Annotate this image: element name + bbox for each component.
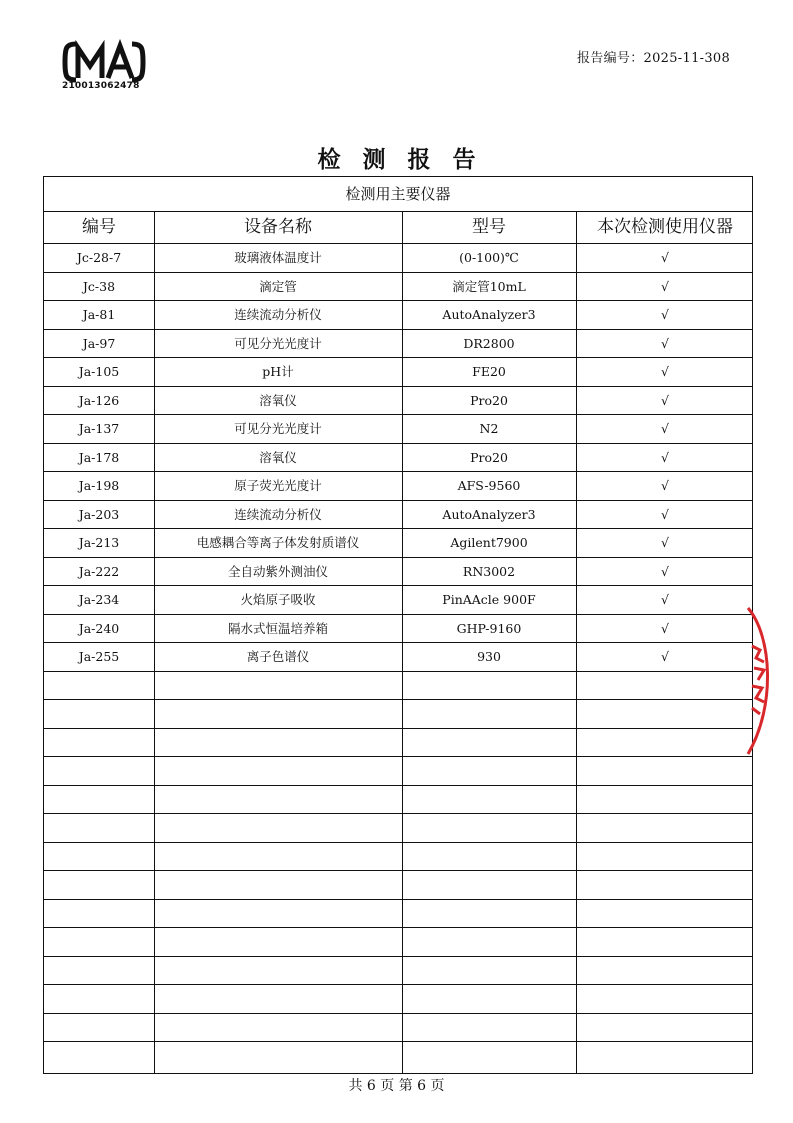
cell-device-name: 离子色谱仪 bbox=[246, 649, 310, 664]
table-row bbox=[44, 984, 752, 1013]
cell-used-check bbox=[576, 843, 754, 871]
cell-id: Ja-222 bbox=[78, 563, 120, 579]
cell-device-name: 滴定管 bbox=[259, 278, 297, 294]
page-title: 检测报告 bbox=[317, 146, 498, 173]
cell-id: Ja-234 bbox=[78, 592, 120, 607]
cell-device-name: 溶氧仪 bbox=[259, 392, 297, 408]
cell-device-name: 全自动紫外测油仪 bbox=[227, 563, 328, 579]
cell-device-name: 连续流动分析仪 bbox=[234, 307, 322, 322]
cell-id bbox=[44, 757, 154, 785]
cell-device-name bbox=[154, 814, 402, 842]
cell-id bbox=[44, 700, 154, 728]
cell-device-name bbox=[154, 985, 402, 1013]
cell-model bbox=[402, 757, 576, 785]
cell-model bbox=[402, 957, 576, 985]
cell-device-name bbox=[154, 843, 402, 871]
table-row bbox=[44, 614, 752, 643]
cell-used-check bbox=[576, 1014, 754, 1042]
cell-device-name: 火焰原子吸收 bbox=[240, 592, 316, 607]
cell-model bbox=[402, 843, 576, 871]
cell-used-check: √ bbox=[661, 250, 669, 265]
cell-used-check: √ bbox=[661, 478, 669, 493]
cell-model bbox=[402, 814, 576, 842]
column-divider bbox=[576, 212, 577, 1073]
cell-id: Ja-255 bbox=[78, 649, 120, 664]
column-header-model: 型号 bbox=[472, 217, 506, 237]
cell-model: AutoAnalyzer3 bbox=[442, 506, 536, 522]
table-row bbox=[44, 329, 752, 358]
cell-device-name bbox=[154, 672, 402, 700]
cell-model: 930 bbox=[477, 649, 501, 664]
cell-device-name bbox=[154, 871, 402, 899]
cell-used-check: √ bbox=[661, 449, 669, 465]
cell-id bbox=[44, 1014, 154, 1042]
table-row bbox=[44, 927, 752, 956]
cell-id bbox=[44, 957, 154, 985]
cell-model bbox=[402, 700, 576, 728]
cell-device-name: 原子荧光光度计 bbox=[234, 478, 322, 493]
cell-model: 滴定管10mL bbox=[452, 278, 526, 294]
table-row bbox=[44, 728, 752, 757]
cell-device-name: 玻璃液体温度计 bbox=[234, 250, 322, 265]
table-row bbox=[44, 1041, 752, 1070]
cell-device-name bbox=[154, 700, 402, 728]
cell-used-check: √ bbox=[661, 392, 669, 408]
cell-used-check bbox=[576, 871, 754, 899]
cell-used-check bbox=[576, 700, 754, 728]
cell-used-check: √ bbox=[661, 535, 669, 550]
cell-used-check: √ bbox=[661, 649, 669, 664]
cell-device-name: 可见分光光度计 bbox=[234, 335, 322, 351]
cell-device-name: pH计 bbox=[262, 364, 294, 379]
cell-id bbox=[44, 672, 154, 700]
cell-id: Ja-240 bbox=[78, 620, 120, 636]
cell-device-name bbox=[154, 928, 402, 956]
column-header-device-name: 设备名称 bbox=[244, 217, 312, 237]
column-divider bbox=[402, 212, 403, 1073]
cell-id bbox=[44, 814, 154, 842]
table-row bbox=[44, 813, 752, 842]
cell-device-name: 隔水式恒温培养箱 bbox=[227, 620, 328, 636]
table-row bbox=[44, 243, 752, 272]
cma-cert-number: 210013062478 bbox=[62, 81, 140, 91]
cell-model bbox=[402, 900, 576, 928]
cell-id: Ja-198 bbox=[78, 478, 120, 493]
table-row bbox=[44, 956, 752, 985]
cell-used-check: √ bbox=[661, 335, 669, 351]
table-row bbox=[44, 414, 752, 443]
cell-device-name bbox=[154, 900, 402, 928]
cell-used-check: √ bbox=[661, 506, 669, 522]
cell-model: PinAAcle 900F bbox=[442, 592, 536, 607]
cell-model: GHP-9160 bbox=[456, 620, 522, 636]
table-row bbox=[44, 756, 752, 785]
cell-id bbox=[44, 843, 154, 871]
table-row bbox=[44, 500, 752, 529]
cell-device-name bbox=[154, 729, 402, 757]
cell-model: N2 bbox=[479, 421, 499, 436]
cell-used-check: √ bbox=[661, 592, 669, 607]
cell-id bbox=[44, 786, 154, 814]
cell-id: Ja-203 bbox=[78, 506, 120, 522]
cell-id: Ja-213 bbox=[78, 535, 120, 550]
column-header-used: 本次检测使用仪器 bbox=[597, 217, 733, 237]
cell-id: Ja-126 bbox=[78, 392, 120, 408]
cell-model: FE20 bbox=[472, 364, 506, 379]
cell-used-check bbox=[576, 757, 754, 785]
table-row bbox=[44, 443, 752, 472]
cell-id bbox=[44, 985, 154, 1013]
cell-model: AutoAnalyzer3 bbox=[442, 307, 536, 322]
table-row bbox=[44, 357, 752, 386]
report-number bbox=[577, 47, 730, 66]
cell-model bbox=[402, 672, 576, 700]
cell-used-check: √ bbox=[661, 307, 669, 322]
report-number-label: 报告编号： bbox=[577, 51, 644, 66]
cell-used-check bbox=[576, 1042, 754, 1070]
cell-id: Jc-28-7 bbox=[76, 250, 122, 265]
table-row bbox=[44, 642, 752, 671]
cell-model: Pro20 bbox=[470, 449, 508, 465]
column-header-id: 编号 bbox=[82, 217, 116, 237]
cell-device-name: 溶氧仪 bbox=[259, 449, 297, 465]
instrument-table bbox=[43, 176, 753, 1074]
cell-used-check bbox=[576, 957, 754, 985]
cell-used-check bbox=[576, 729, 754, 757]
red-seal-stamp bbox=[738, 606, 778, 756]
column-divider bbox=[154, 212, 155, 1073]
cell-id: Ja-137 bbox=[78, 421, 120, 436]
table-row bbox=[44, 272, 752, 301]
cell-device-name: 可见分光光度计 bbox=[234, 421, 322, 436]
cell-id: Ja-97 bbox=[82, 335, 116, 351]
cell-model bbox=[402, 985, 576, 1013]
table-row bbox=[44, 699, 752, 728]
cell-device-name bbox=[154, 957, 402, 985]
cell-used-check: √ bbox=[661, 278, 669, 294]
cell-id bbox=[44, 871, 154, 899]
cell-device-name bbox=[154, 1042, 402, 1070]
cell-used-check bbox=[576, 814, 754, 842]
cell-used-check bbox=[576, 900, 754, 928]
cell-used-check: √ bbox=[661, 563, 669, 579]
cell-device-name: 连续流动分析仪 bbox=[234, 506, 322, 522]
cell-used-check bbox=[576, 985, 754, 1013]
table-row bbox=[44, 471, 752, 500]
cell-model: Agilent7900 bbox=[450, 535, 528, 550]
cell-model: DR2800 bbox=[463, 335, 515, 351]
cell-model: AFS-9560 bbox=[457, 478, 521, 493]
cell-device-name bbox=[154, 786, 402, 814]
cell-model: Pro20 bbox=[470, 392, 508, 408]
cell-model bbox=[402, 729, 576, 757]
cell-id: Ja-105 bbox=[78, 364, 120, 379]
cell-model: RN3002 bbox=[462, 563, 516, 579]
cell-used-check: √ bbox=[661, 364, 669, 379]
cell-used-check bbox=[576, 672, 754, 700]
table-row bbox=[44, 386, 752, 415]
table-row bbox=[44, 557, 752, 586]
cell-used-check bbox=[576, 786, 754, 814]
table-row bbox=[44, 585, 752, 614]
report-number-value: 2025-11-308 bbox=[643, 51, 731, 66]
table-row bbox=[44, 528, 752, 557]
cell-model: (0-100)℃ bbox=[459, 250, 519, 265]
table-caption: 检测用主要仪器 bbox=[44, 177, 752, 212]
cell-model bbox=[402, 928, 576, 956]
cell-device-name bbox=[154, 1014, 402, 1042]
table-row bbox=[44, 1013, 752, 1042]
table-row bbox=[44, 785, 752, 814]
cell-id bbox=[44, 1042, 154, 1070]
cell-model bbox=[402, 871, 576, 899]
cell-model bbox=[402, 786, 576, 814]
table-row bbox=[44, 671, 752, 700]
table-row bbox=[44, 300, 752, 329]
cell-used-check: √ bbox=[661, 421, 669, 436]
cell-device-name bbox=[154, 757, 402, 785]
cell-id bbox=[44, 928, 154, 956]
cell-model bbox=[402, 1042, 576, 1070]
cell-id: Ja-178 bbox=[78, 449, 120, 465]
table-row bbox=[44, 870, 752, 899]
cell-used-check bbox=[576, 928, 754, 956]
cell-model bbox=[402, 1014, 576, 1042]
cell-id bbox=[44, 900, 154, 928]
page-footer: 共 6 页 第 6 页 bbox=[348, 1078, 445, 1094]
cell-id: Jc-38 bbox=[82, 278, 116, 294]
cell-id: Ja-81 bbox=[82, 307, 116, 322]
cell-device-name: 电感耦合等离子体发射质谱仪 bbox=[196, 535, 360, 550]
cell-id bbox=[44, 729, 154, 757]
cell-used-check: √ bbox=[661, 620, 669, 636]
table-row bbox=[44, 899, 752, 928]
table-row bbox=[44, 842, 752, 871]
